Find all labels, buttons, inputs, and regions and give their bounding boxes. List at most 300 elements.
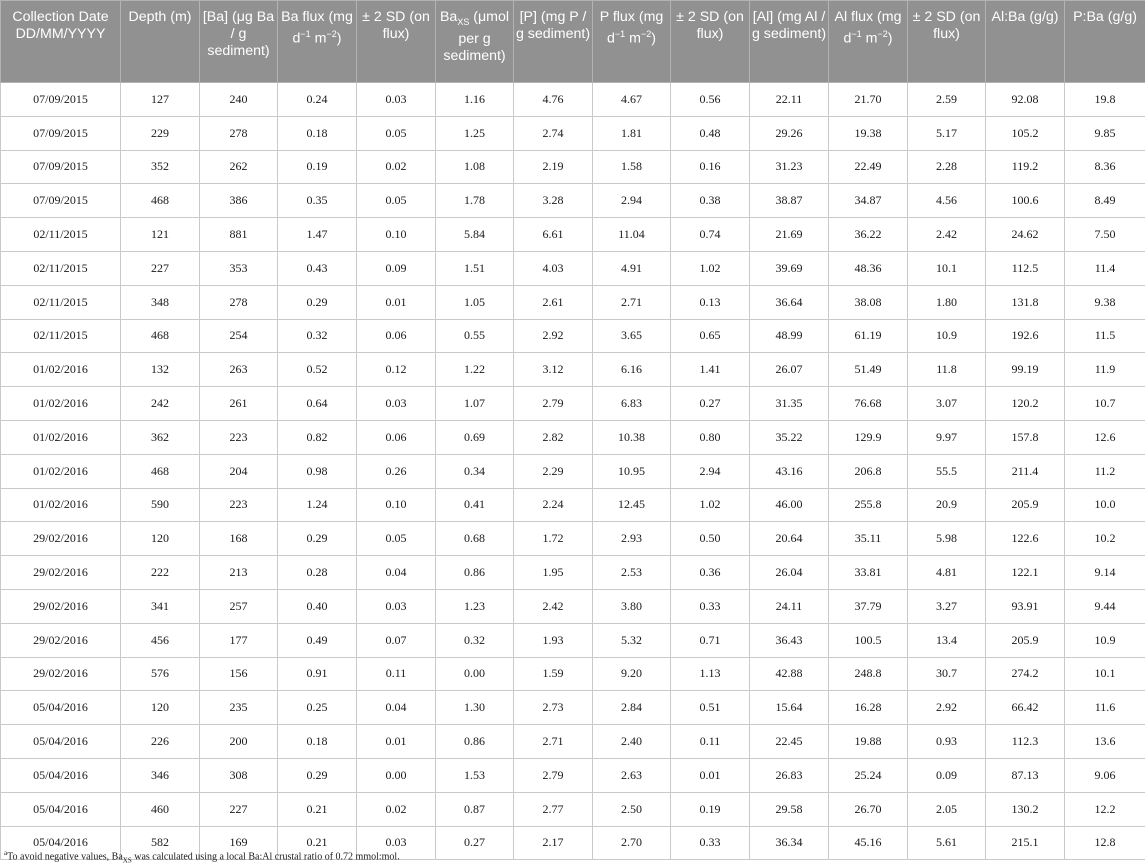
cell-p-ba: 10.7 [1065,387,1145,421]
cell-al-flux-sd: 5.17 [908,116,986,150]
cell-ba: 257 [200,589,278,623]
table-row [1,488,1145,522]
cell-p-flux: 2.94 [593,184,671,218]
cell-depth: 362 [121,420,200,454]
table-row [1,792,1145,826]
cell-ba-flux: 0.25 [278,691,357,725]
cell-ba: 261 [200,387,278,421]
table-row [1,420,1145,454]
cell-al-flux-sd: 30.7 [908,657,986,691]
cell-ba-xs: 0.87 [436,792,514,826]
cell-p: 2.92 [514,319,593,353]
cell-ba-flux-sd: 0.00 [357,758,436,792]
cell-ba: 308 [200,758,278,792]
cell-al-ba: 24.62 [986,218,1065,252]
table-footnote [4,847,400,866]
cell-al-ba: 99.19 [986,353,1065,387]
cell-ba-flux-sd: 0.03 [357,387,436,421]
cell-ba-flux-sd: 0.10 [357,488,436,522]
cell-ba: 263 [200,353,278,387]
cell-al-flux: 26.70 [829,792,908,826]
table-body [1,83,1145,860]
cell-p-ba: 11.9 [1065,353,1145,387]
cell-p: 1.72 [514,522,593,556]
table-row [1,522,1145,556]
cell-al-flux-sd: 55.5 [908,454,986,488]
cell-depth: 127 [121,83,200,117]
cell-ba-xs: 0.32 [436,623,514,657]
cell-ba-flux-sd: 0.12 [357,353,436,387]
cell-ba-xs: 1.53 [436,758,514,792]
cell-p-flux: 2.84 [593,691,671,725]
cell-p-ba: 12.6 [1065,420,1145,454]
cell-ba-flux: 0.91 [278,657,357,691]
cell-al-flux: 248.8 [829,657,908,691]
cell-al-ba: 119.2 [986,150,1065,184]
cell-p: 4.76 [514,83,593,117]
cell-al: 21.69 [750,218,829,252]
cell-p-ba: 8.49 [1065,184,1145,218]
cell-ba-xs: 0.34 [436,454,514,488]
cell-ba-flux: 1.24 [278,488,357,522]
cell-al-flux-sd: 10.9 [908,319,986,353]
cell-ba: 262 [200,150,278,184]
cell-ba-flux: 0.18 [278,725,357,759]
cell-ba: 227 [200,792,278,826]
cell-al-flux-sd: 0.09 [908,758,986,792]
cell-p-flux-sd: 0.33 [671,826,750,860]
cell-p-flux: 11.04 [593,218,671,252]
cell-p-flux-sd: 1.02 [671,488,750,522]
cell-al-flux-sd: 10.1 [908,251,986,285]
cell-ba-flux: 0.52 [278,353,357,387]
cell-p-ba: 11.5 [1065,319,1145,353]
cell-p-ba: 9.14 [1065,556,1145,590]
table-row [1,657,1145,691]
cell-p: 3.28 [514,184,593,218]
cell-p-ba: 13.6 [1065,725,1145,759]
cell-ba-xs: 1.08 [436,150,514,184]
cell-depth: 226 [121,725,200,759]
cell-al: 35.22 [750,420,829,454]
cell-p: 1.95 [514,556,593,590]
cell-p-flux: 1.81 [593,116,671,150]
cell-p-flux-sd: 1.13 [671,657,750,691]
cell-date: 07/09/2015 [1,116,121,150]
cell-p-flux: 12.45 [593,488,671,522]
table-row [1,319,1145,353]
cell-p-flux-sd: 0.80 [671,420,750,454]
cell-p-ba: 10.2 [1065,522,1145,556]
cell-al-ba: 215.1 [986,826,1065,860]
cell-p: 4.03 [514,251,593,285]
cell-p: 6.61 [514,218,593,252]
cell-al-flux-sd: 9.97 [908,420,986,454]
cell-p-ba: 9.44 [1065,589,1145,623]
cell-p: 2.61 [514,285,593,319]
cell-ba: 386 [200,184,278,218]
cell-al-ba: 205.9 [986,488,1065,522]
cell-date: 01/02/2016 [1,454,121,488]
header-row [1,1,1145,83]
cell-al-flux: 22.49 [829,150,908,184]
cell-al: 24.11 [750,589,829,623]
footnote-text-start: To avoid negative values, Ba [7,851,123,862]
cell-depth: 120 [121,691,200,725]
table-row [1,150,1145,184]
cell-ba: 235 [200,691,278,725]
cell-al: 48.99 [750,319,829,353]
cell-al-ba: 120.2 [986,387,1065,421]
cell-ba-flux: 0.28 [278,556,357,590]
cell-p-ba: 9.06 [1065,758,1145,792]
cell-p: 2.19 [514,150,593,184]
cell-al: 42.88 [750,657,829,691]
cell-ba-xs: 1.78 [436,184,514,218]
cell-ba-flux: 0.29 [278,758,357,792]
header-collection-date: Collection Date DD/MM/YYYY [1,1,121,83]
cell-ba: 168 [200,522,278,556]
cell-p-flux: 10.95 [593,454,671,488]
cell-al-flux-sd: 2.05 [908,792,986,826]
cell-ba-flux: 0.18 [278,116,357,150]
cell-ba-flux-sd: 0.06 [357,319,436,353]
cell-al-flux-sd: 2.42 [908,218,986,252]
cell-al-flux: 51.49 [829,353,908,387]
cell-al: 22.45 [750,725,829,759]
cell-ba-xs: 1.23 [436,589,514,623]
cell-date: 07/09/2015 [1,184,121,218]
cell-al-ba: 122.6 [986,522,1065,556]
cell-ba-flux-sd: 0.02 [357,792,436,826]
header-al-concentration: [Al] (mg Al / g sediment) [750,1,829,83]
table-row [1,83,1145,117]
cell-depth: 341 [121,589,200,623]
cell-p-ba: 10.9 [1065,623,1145,657]
cell-p-ba: 12.8 [1065,826,1145,860]
cell-p-ba: 19.8 [1065,83,1145,117]
cell-p-ba: 9.38 [1065,285,1145,319]
cell-p-flux-sd: 0.51 [671,691,750,725]
cell-date: 02/11/2015 [1,319,121,353]
cell-date: 01/02/2016 [1,387,121,421]
cell-ba-xs: 0.86 [436,725,514,759]
cell-ba: 204 [200,454,278,488]
cell-al-flux-sd: 4.56 [908,184,986,218]
cell-al-flux-sd: 3.07 [908,387,986,421]
cell-ba-xs: 1.51 [436,251,514,285]
cell-date: 01/02/2016 [1,488,121,522]
header-p-ba-ratio: P:Ba (g/g) [1065,1,1145,83]
cell-al-flux-sd: 5.98 [908,522,986,556]
cell-ba-xs: 0.41 [436,488,514,522]
cell-p-ba: 11.6 [1065,691,1145,725]
cell-date: 02/11/2015 [1,218,121,252]
table-row [1,184,1145,218]
header-ba-flux-sd: ± 2 SD (on flux) [357,1,436,83]
cell-al: 20.64 [750,522,829,556]
table-row [1,589,1145,623]
cell-date: 05/04/2016 [1,826,121,860]
cell-date: 07/09/2015 [1,150,121,184]
cell-p: 2.77 [514,792,593,826]
cell-p: 1.59 [514,657,593,691]
cell-p-flux: 10.38 [593,420,671,454]
cell-p-flux-sd: 1.02 [671,251,750,285]
cell-ba-xs: 1.16 [436,83,514,117]
cell-p-flux: 6.83 [593,387,671,421]
cell-al-flux: 45.16 [829,826,908,860]
cell-ba-flux: 0.21 [278,826,357,860]
cell-al: 36.34 [750,826,829,860]
cell-ba-flux-sd: 0.03 [357,826,436,860]
cell-date: 07/09/2015 [1,83,121,117]
cell-p-flux-sd: 0.48 [671,116,750,150]
cell-al: 43.16 [750,454,829,488]
cell-date: 05/04/2016 [1,758,121,792]
cell-p: 2.73 [514,691,593,725]
cell-p-flux-sd: 0.33 [671,589,750,623]
cell-p-flux: 5.32 [593,623,671,657]
cell-al-flux: 33.81 [829,556,908,590]
cell-al-flux: 34.87 [829,184,908,218]
cell-ba-xs: 0.00 [436,657,514,691]
cell-ba-flux: 0.82 [278,420,357,454]
cell-al: 29.26 [750,116,829,150]
cell-ba: 278 [200,285,278,319]
cell-al-flux: 76.68 [829,387,908,421]
cell-al-ba: 93.91 [986,589,1065,623]
cell-date: 05/04/2016 [1,691,121,725]
cell-al-flux-sd: 2.59 [908,83,986,117]
cell-depth: 590 [121,488,200,522]
cell-depth: 576 [121,657,200,691]
cell-p: 1.93 [514,623,593,657]
header-p-flux-sd: ± 2 SD (on flux) [671,1,750,83]
cell-p-ba: 10.1 [1065,657,1145,691]
header-depth: Depth (m) [121,1,200,83]
cell-depth: 468 [121,184,200,218]
cell-depth: 456 [121,623,200,657]
cell-ba-flux: 0.32 [278,319,357,353]
cell-depth: 468 [121,319,200,353]
cell-date: 02/11/2015 [1,285,121,319]
cell-ba-xs: 1.22 [436,353,514,387]
cell-depth: 468 [121,454,200,488]
cell-ba-flux-sd: 0.11 [357,657,436,691]
cell-al-flux-sd: 2.92 [908,691,986,725]
cell-al-flux-sd: 13.4 [908,623,986,657]
cell-ba-flux-sd: 0.01 [357,285,436,319]
cell-ba-flux-sd: 0.05 [357,522,436,556]
cell-al: 26.07 [750,353,829,387]
cell-al-flux: 206.8 [829,454,908,488]
cell-p-flux: 4.91 [593,251,671,285]
cell-p-flux: 2.63 [593,758,671,792]
header-p-flux: P flux (mg $d^{-1}$ $m^{-2}$) [593,1,671,83]
cell-depth: 352 [121,150,200,184]
cell-date: 29/02/2016 [1,657,121,691]
cell-ba-flux: 0.19 [278,150,357,184]
cell-ba-xs: 0.55 [436,319,514,353]
cell-ba-xs: 0.27 [436,826,514,860]
cell-al-ba: 66.42 [986,691,1065,725]
cell-ba-flux: 1.47 [278,218,357,252]
cell-al-flux: 36.22 [829,218,908,252]
cell-ba-flux: 0.49 [278,623,357,657]
header-ba-flux: Ba flux (mg $d^{-1}$ $m^{-2}$) [278,1,357,83]
footnote-text-end: was calculated using a local Ba:Al crustal ratio of 0.72 mmol:mol. [132,851,400,862]
table-row [1,623,1145,657]
cell-p: 2.17 [514,826,593,860]
cell-ba-flux-sd: 0.09 [357,251,436,285]
cell-depth: 460 [121,792,200,826]
cell-ba: 213 [200,556,278,590]
cell-al-flux: 48.36 [829,251,908,285]
cell-al: 31.35 [750,387,829,421]
table-row [1,556,1145,590]
cell-p-flux-sd: 0.11 [671,725,750,759]
cell-al-flux-sd: 0.93 [908,725,986,759]
table-row [1,725,1145,759]
cell-al-ba: 100.6 [986,184,1065,218]
cell-ba-xs: 5.84 [436,218,514,252]
cell-date: 01/02/2016 [1,353,121,387]
cell-ba-xs: 1.05 [436,285,514,319]
cell-al-ba: 105.2 [986,116,1065,150]
cell-ba-flux-sd: 0.03 [357,589,436,623]
cell-ba-xs: 1.25 [436,116,514,150]
cell-ba-flux: 0.64 [278,387,357,421]
cell-al: 29.58 [750,792,829,826]
table-row [1,758,1145,792]
cell-al-flux: 35.11 [829,522,908,556]
cell-p-flux-sd: 0.27 [671,387,750,421]
cell-al-ba: 87.13 [986,758,1065,792]
cell-p: 2.24 [514,488,593,522]
cell-p-flux-sd: 0.13 [671,285,750,319]
cell-ba-flux: 0.29 [278,285,357,319]
table-row [1,353,1145,387]
cell-ba: 223 [200,488,278,522]
cell-p-ba: 10.0 [1065,488,1145,522]
header-ba-xs: $Ba_{XS}$ (μmol per g sediment) [436,1,514,83]
cell-al: 39.69 [750,251,829,285]
cell-ba-flux: 0.98 [278,454,357,488]
cell-p-flux: 2.53 [593,556,671,590]
cell-p-ba: 9.85 [1065,116,1145,150]
cell-p: 2.71 [514,725,593,759]
cell-ba: 881 [200,218,278,252]
cell-p-flux: 9.20 [593,657,671,691]
cell-p-flux: 2.70 [593,826,671,860]
cell-p-flux-sd: 0.71 [671,623,750,657]
table-row [1,691,1145,725]
cell-p-flux-sd: 0.56 [671,83,750,117]
cell-ba: 240 [200,83,278,117]
cell-depth: 582 [121,826,200,860]
cell-al: 38.87 [750,184,829,218]
cell-p: 2.79 [514,387,593,421]
cell-ba-flux: 0.21 [278,792,357,826]
table-row [1,387,1145,421]
cell-depth: 346 [121,758,200,792]
cell-al-flux-sd: 1.80 [908,285,986,319]
cell-p-flux-sd: 0.19 [671,792,750,826]
cell-ba-xs: 0.68 [436,522,514,556]
cell-al-flux-sd: 11.8 [908,353,986,387]
header-p-concentration: [P] (mg P / g sediment) [514,1,593,83]
cell-al: 36.43 [750,623,829,657]
cell-ba-flux: 0.24 [278,83,357,117]
cell-al-flux: 19.88 [829,725,908,759]
cell-al-flux: 25.24 [829,758,908,792]
cell-al-flux: 19.38 [829,116,908,150]
cell-al: 26.83 [750,758,829,792]
cell-p: 3.12 [514,353,593,387]
cell-depth: 242 [121,387,200,421]
cell-al-flux: 21.70 [829,83,908,117]
cell-depth: 132 [121,353,200,387]
cell-p-flux-sd: 0.16 [671,150,750,184]
cell-al: 15.64 [750,691,829,725]
cell-depth: 120 [121,522,200,556]
cell-al: 22.11 [750,83,829,117]
cell-al: 26.04 [750,556,829,590]
cell-al-ba: 131.8 [986,285,1065,319]
cell-al-ba: 122.1 [986,556,1065,590]
cell-p-flux-sd: 0.01 [671,758,750,792]
footnote-subscript: XS [123,856,132,864]
cell-ba-flux-sd: 0.01 [357,725,436,759]
cell-ba: 278 [200,116,278,150]
cell-al: 31.23 [750,150,829,184]
cell-p-flux-sd: 0.65 [671,319,750,353]
cell-ba-flux-sd: 0.26 [357,454,436,488]
cell-al-flux-sd: 4.81 [908,556,986,590]
cell-ba-flux-sd: 0.06 [357,420,436,454]
cell-depth: 229 [121,116,200,150]
table-row [1,454,1145,488]
cell-date: 29/02/2016 [1,522,121,556]
cell-ba-flux: 0.43 [278,251,357,285]
cell-ba-xs: 0.86 [436,556,514,590]
cell-p-flux-sd: 0.36 [671,556,750,590]
cell-al-flux: 38.08 [829,285,908,319]
cell-p-flux: 2.71 [593,285,671,319]
cell-p-flux-sd: 2.94 [671,454,750,488]
header-al-ba-ratio: Al:Ba (g/g) [986,1,1065,83]
cell-al-flux: 37.79 [829,589,908,623]
cell-al-ba: 274.2 [986,657,1065,691]
cell-date: 29/02/2016 [1,556,121,590]
cell-date: 05/04/2016 [1,725,121,759]
cell-al-ba: 130.2 [986,792,1065,826]
cell-ba: 353 [200,251,278,285]
cell-ba: 177 [200,623,278,657]
cell-ba: 223 [200,420,278,454]
cell-p: 2.42 [514,589,593,623]
cell-ba-flux-sd: 0.04 [357,691,436,725]
cell-al-ba: 157.8 [986,420,1065,454]
cell-depth: 121 [121,218,200,252]
cell-al-flux: 255.8 [829,488,908,522]
footnote-marker: a [4,849,7,857]
cell-ba-flux-sd: 0.03 [357,83,436,117]
cell-p-ba: 11.4 [1065,251,1145,285]
header-al-flux: Al flux (mg $d^{-1}$ $m^{-2}$) [829,1,908,83]
cell-ba-flux-sd: 0.10 [357,218,436,252]
